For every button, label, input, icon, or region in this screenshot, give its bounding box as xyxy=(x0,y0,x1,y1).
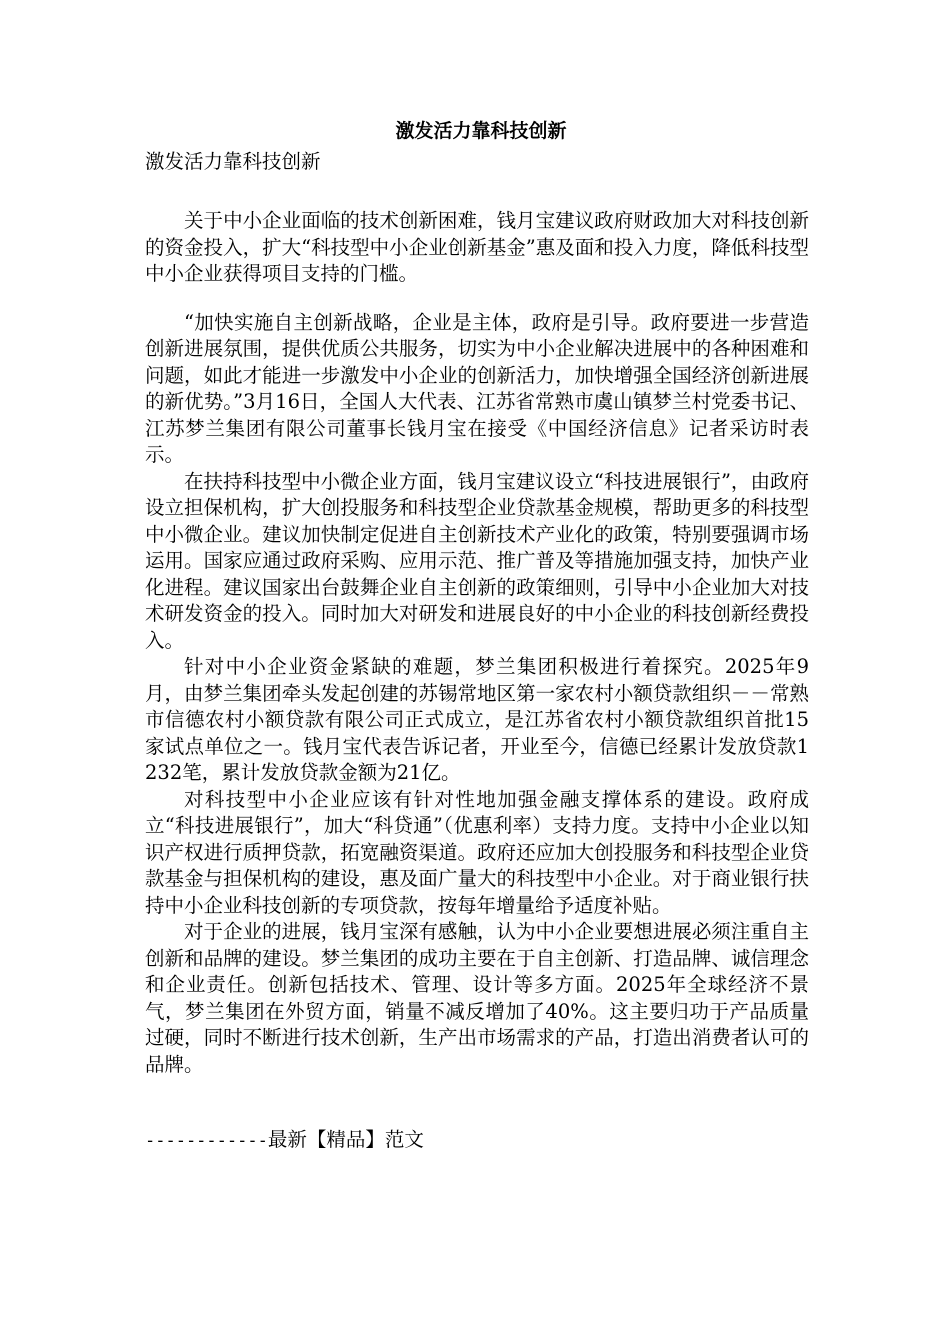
document-title: 激发活力靠科技创新 xyxy=(395,120,567,142)
paragraph-3: 在扶持科技型中小微企业方面，钱月宝建议设立“科技进展银行”，由政府设立担保机构，扩大创投服务和科技型企业贷款基金规模，帮助更多的科技型中小微企业。建议加快制定促进自主创新技术产业化的政策，特别要强调市场运用。国家应通过政府采购、应用示范、推广普及等措施加强支持，加快产业化进程。建议国家出台鼓舞企业自主创新的政策细则，引导中小企业加大对技术研发资金的投入。同时加大对研发和进展良好的中小企业的科技创新经费投入。 xyxy=(145,469,809,652)
document-subtitle: 激发活力靠科技创新 xyxy=(145,150,321,173)
document-footer xyxy=(145,1126,809,1155)
paragraph-1: 关于中小企业面临的技术创新困难，钱月宝建议政府财政加大对科技创新的资金投入，扩大“科技型中小企业创新基金”惠及面和投入力度，降低科技型中小企业获得项目支持的门槛。 xyxy=(145,209,809,285)
paragraph-6: 对于企业的进展，钱月宝深有感触，认为中小企业要想进展必须注重自主创新和品牌的建设。梦兰集团的成功主要在于自主创新、打造品牌、诚信理念和企业责任。创新包括技术、管理、设计等多方面。2025年全球经济不景气，梦兰集团在外贸方面，销量不减反增加了40%。这主要归功于产品质量过硬，同时不断进行技术创新，生产出市场需求的产品，打造出消费者认可的品牌。 xyxy=(145,920,809,1076)
footer-text: 最新【精品】范文 xyxy=(267,1128,424,1151)
paragraph-2: “加快实施自主创新战略，企业是主体，政府是引导。政府要进一步营造创新进展氛围，提供优质公共服务，切实为中小企业解决进展中的各种困难和问题，如此才能进一步激发中小企业的创新活力，加快增强全国经济创新进展的新优势。”3月16日，全国人大代表、江苏省常熟市虞山镇梦兰村党委书记、江苏梦兰集团有限公司董事长钱月宝在接受《中国经济信息》记者采访时表示。 xyxy=(145,310,809,466)
paragraph-4: 针对中小企业资金紧缺的难题，梦兰集团积极进行着探究。2025年9月，由梦兰集团牵头发起创建的苏锡常地区第一家农村小额贷款组织－－常熟市信德农村小额贷款有限公司正式成立，是江苏省农村小额贷款组织首批15家试点单位之一。钱月宝代表告诉记者，开业至今，信德已经累计发放贷款1232笔，累计发放贷款金额为21亿。 xyxy=(145,655,809,784)
footer-dashes: ------------ xyxy=(145,1131,268,1151)
paragraph-5: 对科技型中小企业应该有针对性地加强金融支撑体系的建设。政府成立“科技进展银行”，加大“科贷通”（优惠利率）支持力度。支持中小企业以知识产权进行质押贷款，拓宽融资渠道。政府还应加大创投服务和科技型企业贷款基金与担保机构的建设，惠及面广量大的科技型中小企业。对于商业银行扶持中小企业科技创新的专项贷款，按每年增量给予适度补贴。 xyxy=(145,787,809,917)
document-page xyxy=(145,118,809,1155)
